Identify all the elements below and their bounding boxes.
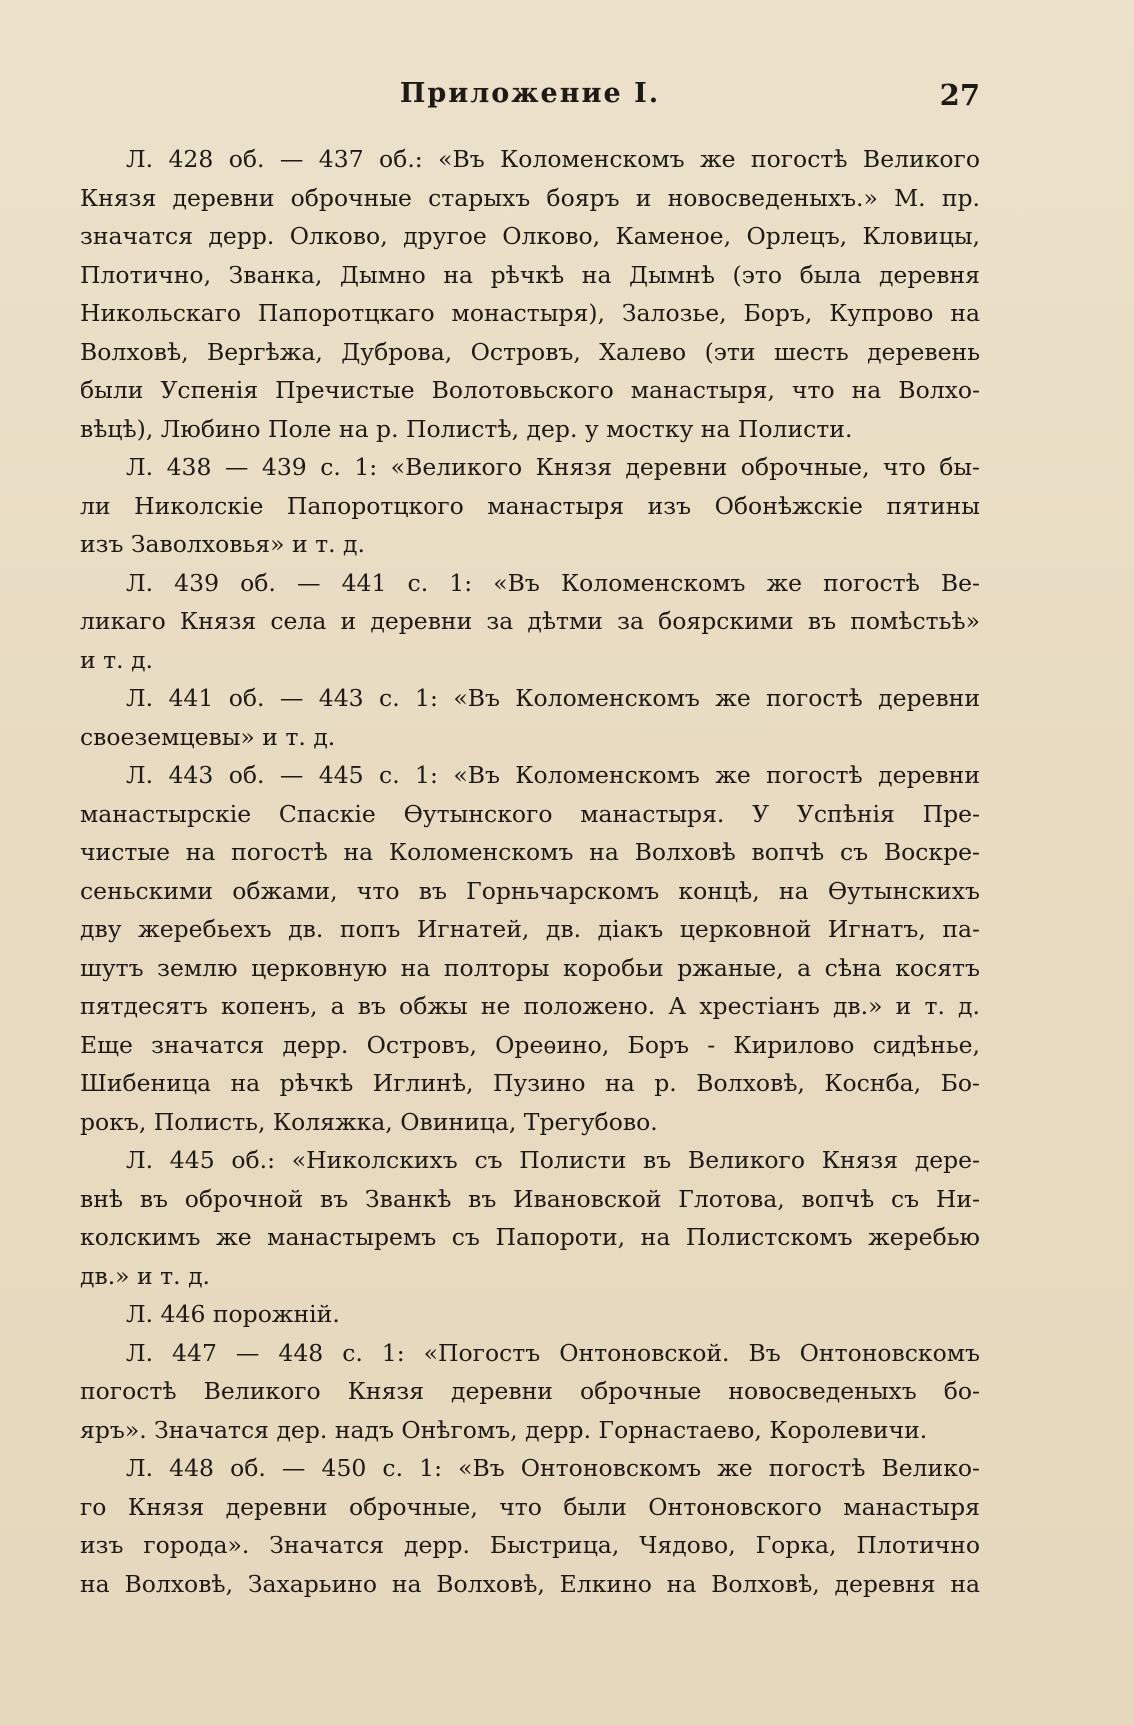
text-line: Еще значатся дерр. Островъ, Ореѳино, Боръ - Кирилово сидѣнье, — [80, 1030, 980, 1059]
text-line: Л. 438 — 439 с. 1: «Великого Князя деревни оброчные, что бы- — [126, 453, 980, 481]
running-head — [80, 78, 980, 118]
text-line: шутъ землю церковную на полторы коробьи ржаные, а сѣна косятъ — [80, 953, 980, 982]
text-line: Л. 445 об.: «Николскихъ съ Полисти въ Великого Князя дере- — [126, 1146, 980, 1174]
text-line: Л. 439 об. — 441 с. 1: «Въ Коломенскомъ же погостѣ Ве- — [126, 568, 980, 597]
text-line: изъ Заволховья» и т. д. — [80, 530, 365, 558]
text-line: яръ». Значатся дер. надъ Онѣгомъ, дерр. Горнастаево, Королевичи. — [80, 1415, 928, 1444]
text-line: были Успенія Пречистые Волотовьского манастыря, что на Волхо- — [80, 376, 980, 404]
text-line: чистые на погостѣ на Коломенскомъ на Волховѣ вопчѣ съ Воскре- — [80, 838, 980, 866]
paragraph — [80, 564, 980, 680]
text-line: Л. 446 порожній. — [126, 1300, 340, 1328]
text-line: дву жеребьехъ дв. попъ Игнатей, дв. діакъ церковной Игнатъ, па- — [80, 915, 980, 943]
text-line: Л. 428 об. — 437 об.: «Въ Коломенскомъ же погостѣ Великого — [126, 145, 980, 173]
text-line: Никольскаго Папоротцкаго монастыря), Залозье, Боръ, Купрово на — [80, 299, 980, 327]
text-line: Князя деревни оброчные старыхъ бояръ и новосведеныхъ.» М. пр. — [80, 183, 980, 212]
paragraph — [80, 1141, 980, 1295]
text-line: ликаго Князя села и деревни за дѣтми за боярскими въ помѣстьѣ» — [80, 607, 980, 635]
page-number: 27 — [939, 78, 980, 112]
text-line: своеземцевы» и т. д. — [80, 722, 336, 751]
text-line: колскимъ же манастыремъ съ Папороти, на Полистскомъ жеребью — [80, 1223, 980, 1251]
text-line: внѣ въ оброчной въ Званкѣ въ Ивановской Глотова, вопчѣ съ Ни- — [80, 1184, 980, 1213]
text-line: Волховѣ, Вергѣжа, Дуброва, Островъ, Халево (эти шесть деревень — [80, 337, 980, 366]
paragraph — [80, 1334, 980, 1450]
text-line: Л. 447 — 448 с. 1: «Погостъ Онтоновской. Въ Онтоновскомъ — [126, 1338, 980, 1367]
paragraph — [80, 756, 980, 1141]
paragraph — [80, 140, 980, 448]
text-line: и т. д. — [80, 645, 154, 674]
text-line: Плотично, Званка, Дымно на рѣчкѣ на Дымнѣ (это была деревня — [80, 260, 980, 289]
text-line: дв.» и т. д. — [80, 1261, 211, 1290]
paragraph — [80, 1449, 980, 1603]
text-line: значатся дерр. Олково, другое Олково, Каменое, Орлецъ, Кловицы, — [80, 222, 980, 250]
text-line: Л. 443 об. — 445 с. 1: «Въ Коломенскомъ же погостѣ деревни — [126, 761, 980, 789]
text-line: погостѣ Великого Князя деревни оброчные новосведеныхъ бо- — [80, 1377, 980, 1405]
paragraph — [80, 1295, 980, 1334]
text-line: ли Николскіе Папоротцкого манастыря изъ Обонѣжскіе пятины — [80, 491, 980, 520]
text-line: Л. 441 об. — 443 с. 1: «Въ Коломенскомъ же погостѣ деревни — [126, 684, 980, 712]
text-line: пятдесятъ копенъ, а въ обжы не положено. А хрестіанъ дв.» и т. д. — [80, 992, 980, 1020]
text-line: го Князя деревни оброчные, что были Онтоновского манастыря — [80, 1492, 980, 1521]
text-line: манастырскіе Спаскіе Ѳутынского манастыря. У Успѣнія Пре- — [80, 799, 980, 828]
page-body — [80, 140, 980, 1603]
paragraph — [80, 448, 980, 564]
text-line: Шибеница на рѣчкѣ Иглинѣ, Пузино на р. Волховѣ, Коснба, Бо- — [80, 1069, 980, 1097]
text-line: вѣцѣ), Любино Поле на р. Полистѣ, дер. у мостку на Полисти. — [80, 414, 853, 443]
text-line: изъ города». Значатся дерр. Быстрица, Чядово, Горка, Плотично — [80, 1531, 980, 1559]
text-line: на Волховѣ, Захарьино на Волховѣ, Елкино на Волховѣ, деревня на — [80, 1569, 980, 1598]
text-line: Л. 448 об. — 450 с. 1: «Въ Онтоновскомъ же погостѣ Велико- — [126, 1454, 980, 1482]
paragraph — [80, 679, 980, 756]
text-line: рокъ, Полисть, Коляжка, Овиница, Трегубово. — [80, 1107, 658, 1136]
page-header-title: Приложение I. — [399, 78, 661, 109]
text-line: сеньскими обжами, что въ Горньчарскомъ концѣ, на Ѳутынскихъ — [80, 876, 980, 905]
